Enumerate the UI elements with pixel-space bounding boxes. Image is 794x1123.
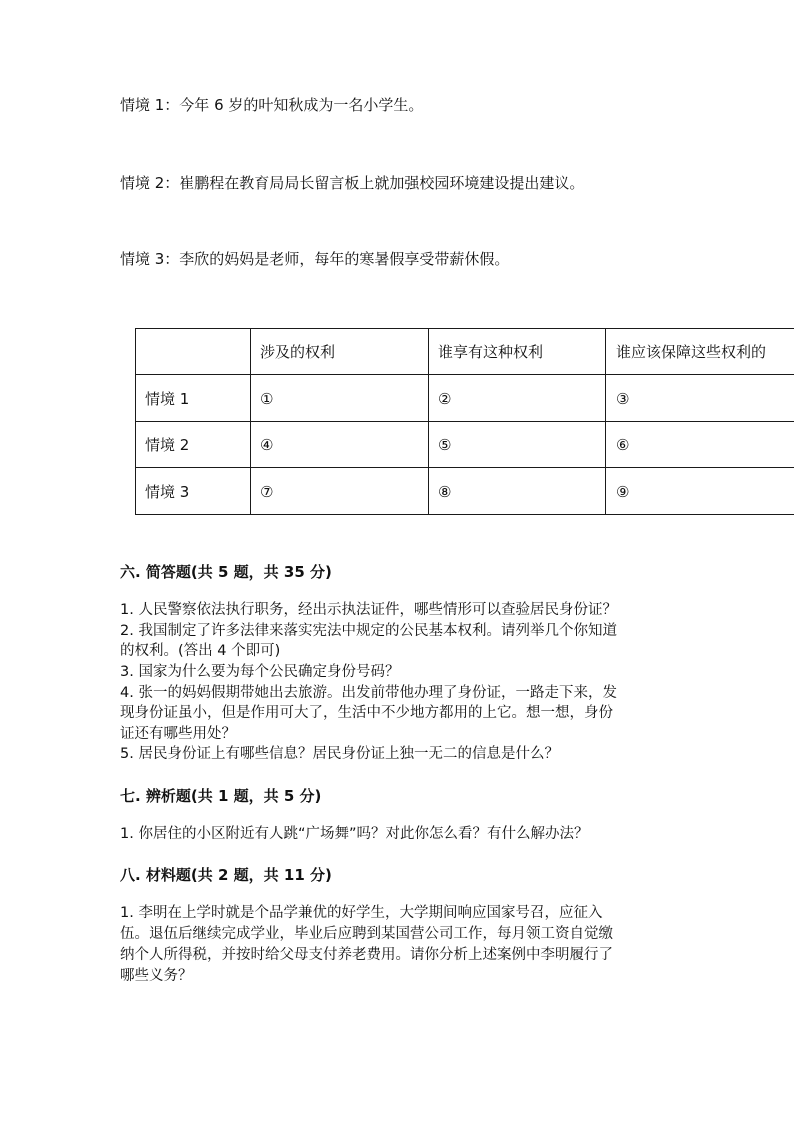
question-line: 纳个人所得税，并按时给父母支付养老费用。请你分析上述案例中李明履行了 — [120, 947, 613, 963]
table-rule — [250, 328, 251, 515]
rights-table — [135, 328, 794, 515]
question-line: 1. 你居住的小区附近有人跳“广场舞”吗？对此你怎么看？有什么解办法？ — [120, 826, 589, 842]
table-header-cell: 谁应该保障这些权利的 — [616, 343, 767, 361]
table-cell: ⑥ — [616, 436, 630, 454]
table-rule — [428, 328, 429, 515]
table-cell: ⑤ — [438, 436, 452, 454]
table-rule — [135, 421, 794, 422]
table-cell: ⑦ — [260, 483, 274, 501]
table-rule — [135, 328, 794, 329]
table-rule — [135, 374, 794, 375]
table-cell: ① — [260, 390, 274, 408]
section-heading-seven: 七. 辨析题(共 1 题，共 5 分) — [120, 787, 322, 805]
table-cell: ⑧ — [438, 483, 452, 501]
table-header-cell: 涉及的权利 — [260, 343, 336, 361]
table-cell: ④ — [260, 436, 274, 454]
question-line: 4. 张一的妈妈假期带她出去旅游。出发前带他办理了身份证，一路走下来，发 — [120, 685, 617, 701]
table-rule — [135, 514, 794, 515]
question-line: 1. 人民警察依法执行职务，经出示执法证件，哪些情形可以查验居民身份证？ — [120, 602, 617, 618]
question-line: 5. 居民身份证上有哪些信息？居民身份证上独一无二的信息是什么？ — [120, 746, 559, 762]
section-heading-six: 六. 简答题(共 5 题，共 35 分) — [120, 563, 332, 581]
question-line: 1. 李明在上学时就是个品学兼优的好学生，大学期间响应国家号召，应征入 — [120, 905, 603, 921]
table-cell: ⑨ — [616, 483, 630, 501]
table-cell: 情境 3 — [145, 483, 190, 501]
table-rule — [135, 328, 136, 515]
table-cell: ② — [438, 390, 452, 408]
scenario-2: 情境 2：崔鹏程在教育局局长留言板上就加强校园环境建设提出建议。 — [120, 174, 585, 192]
question-line: 哪些义务？ — [120, 968, 193, 984]
question-line: 现身份证虽小，但是作用可大了，生活中不少地方都用的上它。想一想，身份 — [120, 705, 613, 721]
scenario-1: 情境 1：今年 6 岁的叶知秋成为一名小学生。 — [120, 96, 424, 114]
section-heading-eight: 八. 材料题(共 2 题，共 11 分) — [120, 866, 332, 884]
table-cell: 情境 1 — [145, 390, 190, 408]
scenario-3: 情境 3：李欣的妈妈是老师，每年的寒暑假享受带薪休假。 — [120, 250, 510, 268]
table-cell: ③ — [616, 390, 630, 408]
question-line: 的权利。(答出 4 个即可) — [120, 643, 281, 659]
question-line: 3. 国家为什么要为每个公民确定身份号码？ — [120, 664, 400, 680]
table-header-cell: 谁享有这种权利 — [438, 343, 544, 361]
table-cell: 情境 2 — [145, 436, 190, 454]
table-rule — [135, 467, 794, 468]
question-line: 2. 我国制定了许多法律来落实宪法中规定的公民基本权利。请列举几个你知道 — [120, 623, 617, 639]
table-rule — [605, 328, 606, 515]
question-line: 伍。退伍后继续完成学业，毕业后应聘到某国营公司工作，每月领工资自觉缴 — [120, 926, 613, 942]
question-line: 证还有哪些用处？ — [120, 726, 236, 742]
